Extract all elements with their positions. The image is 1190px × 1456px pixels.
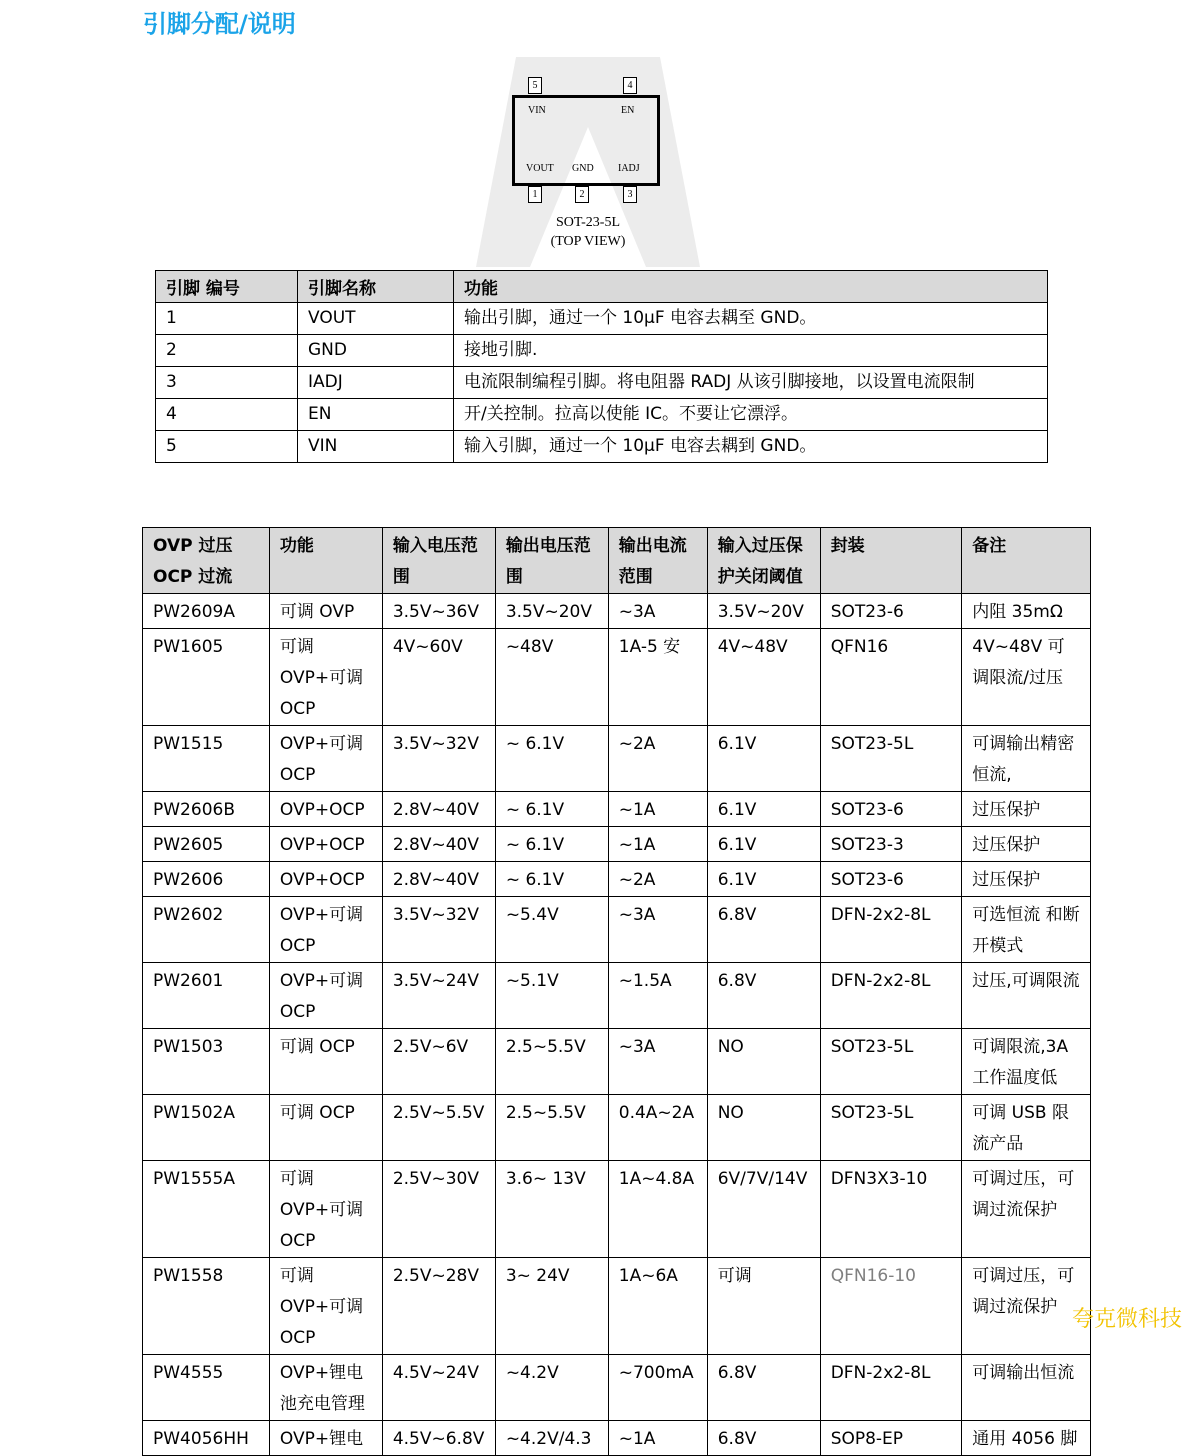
cell-ovp-threshold: 6.1V bbox=[707, 827, 820, 862]
cell-ovp-threshold: NO bbox=[707, 1095, 820, 1161]
cell-input-voltage: 4V~60V bbox=[382, 629, 495, 726]
table-row bbox=[143, 897, 1091, 963]
pin-function: 输入引脚，通过一个 10μF 电容去耦到 GND。 bbox=[454, 431, 1048, 463]
pin-number: 3 bbox=[156, 367, 298, 399]
pin-1-box: 1 bbox=[528, 186, 542, 203]
table-row bbox=[143, 1421, 1091, 1456]
header-pin-name: 引脚名称 bbox=[298, 271, 454, 303]
table-row bbox=[143, 963, 1091, 1029]
cell-ovp-threshold: 4V~48V bbox=[707, 629, 820, 726]
cell-function: 可调 OVP bbox=[269, 594, 382, 629]
cell-notes: 可选恒流 和断开模式 bbox=[962, 897, 1091, 963]
cell-function: 可调 OVP+可调 OCP bbox=[269, 1258, 382, 1355]
cell-output-voltage: 2.5~5.5V bbox=[495, 1029, 608, 1095]
header-output-current: 输出电流范围 bbox=[608, 528, 707, 594]
cell-model: PW1558 bbox=[143, 1258, 270, 1355]
cell-output-voltage: 3.5V~20V bbox=[495, 594, 608, 629]
cell-output-voltage: ~ 6.1V bbox=[495, 827, 608, 862]
header-package: 封装 bbox=[820, 528, 962, 594]
cell-output-voltage: ~ 6.1V bbox=[495, 862, 608, 897]
cell-package: SOT23-3 bbox=[820, 827, 962, 862]
cell-output-current: 1A~4.8A bbox=[608, 1161, 707, 1258]
cell-ovp-threshold: 6.8V bbox=[707, 1421, 820, 1456]
pin-label-en: EN bbox=[621, 105, 635, 116]
cell-output-current: 1A-5 安 bbox=[608, 629, 707, 726]
cell-function: OVP+可调 OCP bbox=[269, 726, 382, 792]
cell-notes: 内阻 35mΩ bbox=[962, 594, 1091, 629]
pin-number: 5 bbox=[156, 431, 298, 463]
cell-notes: 可调输出恒流 bbox=[962, 1355, 1091, 1421]
cell-function: OVP+OCP bbox=[269, 792, 382, 827]
cell-output-current: ~1A bbox=[608, 792, 707, 827]
table-row bbox=[156, 399, 1048, 431]
pin-label-vin: VIN bbox=[528, 105, 546, 116]
cell-notes: 可调限流,3A 工作温度低 bbox=[962, 1029, 1091, 1095]
cell-output-current: ~1.5A bbox=[608, 963, 707, 1029]
header-model: OVP 过压 OCP 过流 bbox=[143, 528, 270, 594]
table-header-row bbox=[143, 528, 1091, 594]
pin-4-box: 4 bbox=[623, 77, 637, 94]
cell-output-voltage: ~ 6.1V bbox=[495, 726, 608, 792]
cell-input-voltage: 2.8V~40V bbox=[382, 792, 495, 827]
cell-input-voltage: 4.5V~6.8V bbox=[382, 1421, 495, 1456]
cell-input-voltage: 2.5V~6V bbox=[382, 1029, 495, 1095]
package-view-caption: (TOP VIEW) bbox=[550, 234, 626, 249]
cell-function: OVP+锂电 bbox=[269, 1421, 382, 1456]
product-comparison-table bbox=[142, 527, 1091, 1456]
cell-package: DFN3X3-10 bbox=[820, 1161, 962, 1258]
pin-label-iadj: IADJ bbox=[618, 163, 640, 174]
cell-function: 可调 OCP bbox=[269, 1095, 382, 1161]
cell-output-voltage: ~4.2V/4.3 bbox=[495, 1421, 608, 1456]
package-caption: SOT-23-5L bbox=[555, 215, 621, 230]
cell-ovp-threshold: NO bbox=[707, 1029, 820, 1095]
cell-ovp-threshold: 可调 bbox=[707, 1258, 820, 1355]
cell-output-current: 1A~6A bbox=[608, 1258, 707, 1355]
cell-input-voltage: 4.5V~24V bbox=[382, 1355, 495, 1421]
pin-name: VOUT bbox=[298, 303, 454, 335]
cell-ovp-threshold: 6.8V bbox=[707, 1355, 820, 1421]
cell-output-current: ~3A bbox=[608, 594, 707, 629]
header-output-voltage: 输出电压范围 bbox=[495, 528, 608, 594]
cell-model: PW1515 bbox=[143, 726, 270, 792]
cell-output-voltage: ~4.2V bbox=[495, 1355, 608, 1421]
cell-model: PW1605 bbox=[143, 629, 270, 726]
cell-output-voltage: 2.5~5.5V bbox=[495, 1095, 608, 1161]
pin-3-box: 3 bbox=[623, 186, 637, 203]
table-row bbox=[143, 862, 1091, 897]
table-row bbox=[143, 1029, 1091, 1095]
cell-package: QFN16-10 bbox=[820, 1258, 962, 1355]
cell-notes: 过压保护 bbox=[962, 862, 1091, 897]
pin-label-vout: VOUT bbox=[526, 163, 554, 174]
cell-package: SOT23-6 bbox=[820, 594, 962, 629]
page-title: 引脚分配/说明 bbox=[143, 10, 296, 38]
cell-function: 可调 OVP+可调 OCP bbox=[269, 629, 382, 726]
cell-ovp-threshold: 6.1V bbox=[707, 726, 820, 792]
cell-package: QFN16 bbox=[820, 629, 962, 726]
cell-ovp-threshold: 6.8V bbox=[707, 897, 820, 963]
pin-5-box: 5 bbox=[528, 77, 542, 94]
cell-output-current: ~1A bbox=[608, 827, 707, 862]
cell-input-voltage: 2.8V~40V bbox=[382, 827, 495, 862]
pin-name: EN bbox=[298, 399, 454, 431]
cell-input-voltage: 3.5V~32V bbox=[382, 726, 495, 792]
cell-output-current: ~2A bbox=[608, 726, 707, 792]
table-header-row bbox=[156, 271, 1048, 303]
table-row bbox=[156, 303, 1048, 335]
table-row bbox=[143, 726, 1091, 792]
cell-function: OVP+可调 OCP bbox=[269, 963, 382, 1029]
cell-model: PW2606 bbox=[143, 862, 270, 897]
table-row bbox=[143, 827, 1091, 862]
pin-2-box: 2 bbox=[575, 186, 589, 203]
header-function: 功能 bbox=[454, 271, 1048, 303]
table-row bbox=[143, 1161, 1091, 1258]
cell-notes: 可调过压，可调过流保护 bbox=[962, 1258, 1091, 1355]
header-input-voltage: 输入电压范围 bbox=[382, 528, 495, 594]
cell-model: PW2609A bbox=[143, 594, 270, 629]
cell-output-current: ~3A bbox=[608, 1029, 707, 1095]
table-row bbox=[143, 594, 1091, 629]
pin-function: 输出引脚，通过一个 10μF 电容去耦至 GND。 bbox=[454, 303, 1048, 335]
cell-input-voltage: 3.5V~24V bbox=[382, 963, 495, 1029]
cell-model: PW1503 bbox=[143, 1029, 270, 1095]
cell-output-current: 0.4A~2A bbox=[608, 1095, 707, 1161]
cell-output-voltage: 3~ 24V bbox=[495, 1258, 608, 1355]
cell-output-voltage: ~ 6.1V bbox=[495, 792, 608, 827]
table-row bbox=[143, 792, 1091, 827]
header-function: 功能 bbox=[269, 528, 382, 594]
pin-function: 电流限制编程引脚。将电阻器 RADJ 从该引脚接地，以设置电流限制 bbox=[454, 367, 1048, 399]
cell-notes: 过压保护 bbox=[962, 827, 1091, 862]
cell-output-current: ~1A bbox=[608, 1421, 707, 1456]
cell-input-voltage: 2.8V~40V bbox=[382, 862, 495, 897]
cell-package: SOP8-EP bbox=[820, 1421, 962, 1456]
pin-description-table bbox=[155, 270, 1048, 463]
pin-function: 开/关控制。拉高以使能 IC。不要让它漂浮。 bbox=[454, 399, 1048, 431]
cell-input-voltage: 2.5V~30V bbox=[382, 1161, 495, 1258]
cell-ovp-threshold: 6.8V bbox=[707, 963, 820, 1029]
cell-package: DFN-2x2-8L bbox=[820, 963, 962, 1029]
cell-package: DFN-2x2-8L bbox=[820, 1355, 962, 1421]
table-row bbox=[143, 1355, 1091, 1421]
cell-model: PW2605 bbox=[143, 827, 270, 862]
cell-model: PW2602 bbox=[143, 897, 270, 963]
cell-ovp-threshold: 6V/7V/14V bbox=[707, 1161, 820, 1258]
table-row bbox=[143, 1258, 1091, 1355]
cell-model: PW4056HH bbox=[143, 1421, 270, 1456]
cell-ovp-threshold: 6.1V bbox=[707, 792, 820, 827]
pin-number: 1 bbox=[156, 303, 298, 335]
pin-name: IADJ bbox=[298, 367, 454, 399]
cell-notes: 过压保护 bbox=[962, 792, 1091, 827]
cell-notes: 4V~48V 可调限流/过压 bbox=[962, 629, 1091, 726]
cell-package: SOT23-5L bbox=[820, 726, 962, 792]
cell-output-voltage: 3.6~ 13V bbox=[495, 1161, 608, 1258]
cell-output-voltage: ~48V bbox=[495, 629, 608, 726]
pin-function: 接地引脚. bbox=[454, 335, 1048, 367]
pin-name: GND bbox=[298, 335, 454, 367]
cell-notes: 通用 4056 脚 bbox=[962, 1421, 1091, 1456]
cell-package: SOT23-6 bbox=[820, 862, 962, 897]
cell-input-voltage: 3.5V~32V bbox=[382, 897, 495, 963]
table-row bbox=[156, 367, 1048, 399]
cell-input-voltage: 2.5V~5.5V bbox=[382, 1095, 495, 1161]
pin-label-gnd: GND bbox=[572, 163, 594, 174]
table-row bbox=[143, 1095, 1091, 1161]
cell-function: OVP+OCP bbox=[269, 827, 382, 862]
table-row bbox=[156, 335, 1048, 367]
header-pin-number: 引脚 编号 bbox=[156, 271, 298, 303]
table-row bbox=[156, 431, 1048, 463]
cell-notes: 可调 USB 限流产品 bbox=[962, 1095, 1091, 1161]
cell-notes: 可调过压，可调过流保护 bbox=[962, 1161, 1091, 1258]
cell-function: OVP+可调 OCP bbox=[269, 897, 382, 963]
cell-package: DFN-2x2-8L bbox=[820, 897, 962, 963]
header-ovp-threshold: 输入过压保护关闭阈值 bbox=[707, 528, 820, 594]
watermark: 夸克微科技 bbox=[1071, 1307, 1182, 1332]
header-notes: 备注 bbox=[962, 528, 1091, 594]
pin-number: 2 bbox=[156, 335, 298, 367]
package-diagram bbox=[476, 57, 700, 267]
cell-model: PW1502A bbox=[143, 1095, 270, 1161]
cell-model: PW2606B bbox=[143, 792, 270, 827]
cell-package: SOT23-6 bbox=[820, 792, 962, 827]
cell-package: SOT23-5L bbox=[820, 1029, 962, 1095]
cell-model: PW2601 bbox=[143, 963, 270, 1029]
cell-output-current: ~3A bbox=[608, 897, 707, 963]
cell-output-voltage: ~5.4V bbox=[495, 897, 608, 963]
cell-package: SOT23-5L bbox=[820, 1095, 962, 1161]
cell-function: 可调 OCP bbox=[269, 1029, 382, 1095]
cell-output-voltage: ~5.1V bbox=[495, 963, 608, 1029]
cell-function: OVP+OCP bbox=[269, 862, 382, 897]
cell-output-current: ~700mA bbox=[608, 1355, 707, 1421]
cell-function: OVP+锂电池充电管理 bbox=[269, 1355, 382, 1421]
cell-input-voltage: 2.5V~28V bbox=[382, 1258, 495, 1355]
cell-ovp-threshold: 3.5V~20V bbox=[707, 594, 820, 629]
table-row bbox=[143, 629, 1091, 726]
cell-output-current: ~2A bbox=[608, 862, 707, 897]
cell-input-voltage: 3.5V~36V bbox=[382, 594, 495, 629]
pin-number: 4 bbox=[156, 399, 298, 431]
pin-name: VIN bbox=[298, 431, 454, 463]
cell-notes: 可调输出精密恒流, bbox=[962, 726, 1091, 792]
cell-notes: 过压,可调限流 bbox=[962, 963, 1091, 1029]
cell-function: 可调 OVP+可调 OCP bbox=[269, 1161, 382, 1258]
cell-model: PW4555 bbox=[143, 1355, 270, 1421]
cell-model: PW1555A bbox=[143, 1161, 270, 1258]
cell-ovp-threshold: 6.1V bbox=[707, 862, 820, 897]
